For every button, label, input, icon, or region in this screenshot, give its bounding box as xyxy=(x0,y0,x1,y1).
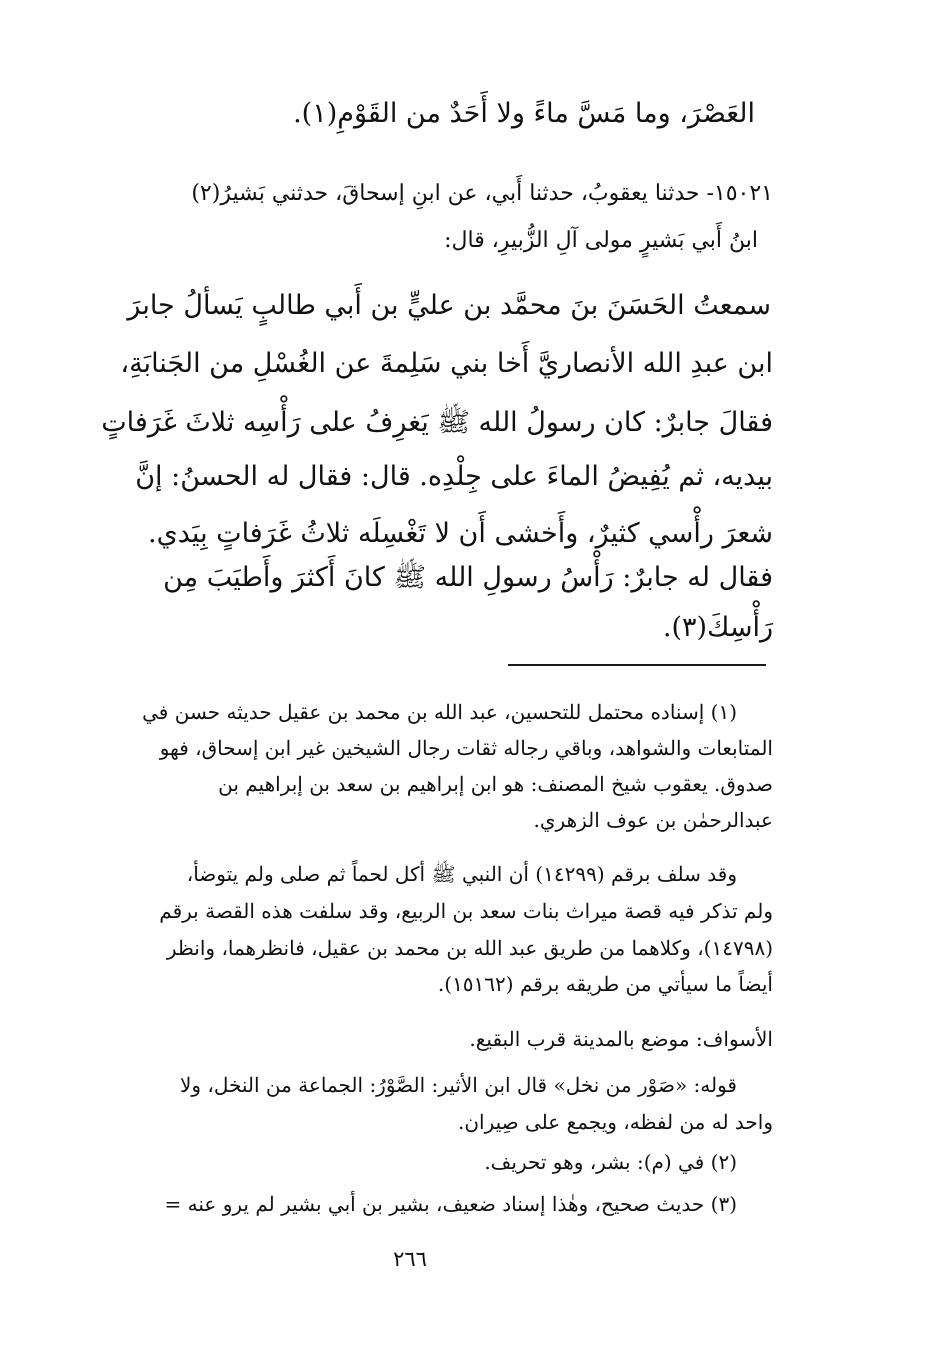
footnote-line-2: المتابعات والشواهد، وباقي رجاله ثقات رجال الشيخين غير ابن إسحاق، فهو xyxy=(159,736,773,760)
hadith-body-line-1: سمعتُ الحَسَنَ بنَ محمَّد بن عليٍّ بن أَبي طالبٍ يَسألُ جابرَ xyxy=(127,290,771,321)
footnote-line-7: (١٤٧٩٨)، وكلاهما من طريق عبد الله بن محمد بن عقيل، فانظرهما، وانظر xyxy=(166,936,773,960)
hadith-body-line-4: بيديه، ثم يُفِيضُ الماءَ على جِلْدِه. قال: فقال له الحسنُ: إنَّ xyxy=(135,461,773,492)
footnote-line-8: أيضاً ما سيأتي من طريقه برقم (١٥١٦٢). xyxy=(437,972,773,996)
footnote-line-5: وقد سلف برقم (١٤٢٩٩) أن النبي ﷺ أكل لحماً ثم صلى ولم يتوضأ، xyxy=(186,862,737,886)
footnote-line-1: (١) إسناده محتمل للتحسين، عبد الله بن محمد بن عقيل حديثه حسن في xyxy=(142,700,737,724)
hadith-isnad-line-2: ابنُ أَبي بَشيرٍ مولى آلِ الزُّبيرِ، قال: xyxy=(444,228,758,253)
footnote-line-6: ولم تذكر فيه قصة ميراث بنات سعد بن الربيع، وقد سلفت هذه القصة برقم xyxy=(159,899,773,923)
page-number: ٢٦٦ xyxy=(393,1247,427,1271)
footnote-line-9: الأسواف: موضع بالمدينة قرب البقيع. xyxy=(469,1027,773,1051)
footnote-line-13: (٣) حديث صحيح، وهٰذا إسناد ضعيف، بشير بن أبي بشير لم يرو عنه = xyxy=(164,1192,737,1216)
footnote-separator xyxy=(508,664,766,666)
top-line: العَصْرَ، وما مَسَّ ماءً ولا أَحَدٌ من القَوْمِ(١). xyxy=(293,98,755,129)
footnote-line-11: واحد له من لفظه، ويجمع على صِيران. xyxy=(458,1110,773,1134)
hadith-isnad-line-1: ١٥٠٢١- حدثنا يعقوبُ، حدثنا أَبي، عن ابنِ إسحاقَ، حدثني بَشيرُ(٢) xyxy=(191,181,773,206)
footnote-line-3: صدوق. يعقوب شيخ المصنف: هو ابن إبراهيم بن سعد بن إبراهيم بن xyxy=(218,772,773,796)
hadith-body-line-7: رَأْسِكَ(٣). xyxy=(662,612,773,643)
footnote-line-10: قوله: «صَوْر من نخل» قال ابن الأثير: الصَّوْرُ: الجماعة من النخل، ولا xyxy=(179,1073,737,1097)
hadith-body-line-3: فقالَ جابرٌ: كان رسولُ الله ﷺ يَغرِفُ على رَأْسِه ثلاثَ غَرَفاتٍ xyxy=(101,407,773,438)
hadith-body-line-5: شعرَ رأْسي كثيرٌ، وأَخشى أَن لا تَغْسِلَه ثلاثُ غَرَفاتٍ بِيَدي. xyxy=(148,518,773,549)
footnote-line-4: عبدالرحمٰن بن عوف الزهري. xyxy=(533,808,773,832)
hadith-body-line-2: ابن عبدِ الله الأنصاريَّ أَخا بني سَلِمةَ عن الغُسْلِ من الجَنابَةِ، xyxy=(120,348,773,379)
hadith-body-line-6: فقال له جابرٌ: رَأْسُ رسولِ الله ﷺ كانَ أَكثرَ وأَطيَبَ مِن xyxy=(163,562,773,593)
footnote-line-12: (٢) في (م): بشر، وهو تحريف. xyxy=(484,1150,737,1174)
